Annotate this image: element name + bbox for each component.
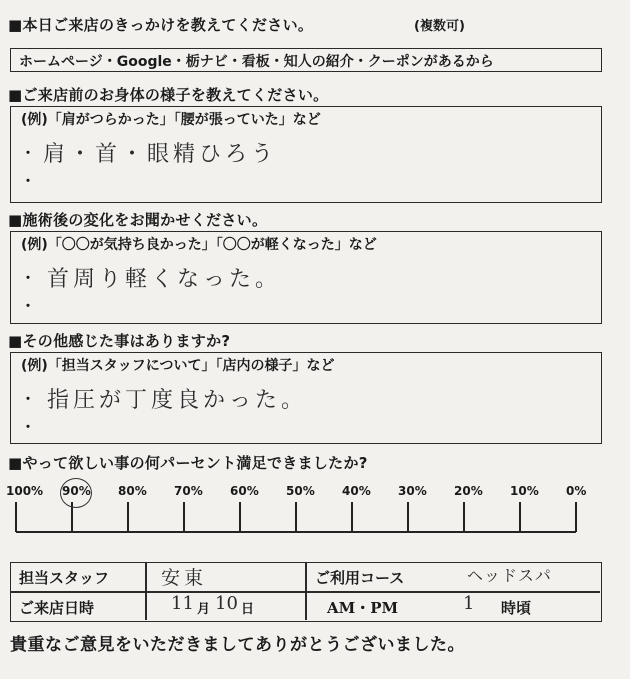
scale-label: 70% xyxy=(174,484,203,498)
q2-bullet-1: ・ xyxy=(21,146,35,162)
scale-tick xyxy=(239,502,241,532)
scale-tick xyxy=(295,502,297,532)
q2-handwritten-answer: 肩・首・眼精ひろう xyxy=(43,142,278,167)
q4-title: ■その他感じた事はありますか? xyxy=(8,332,231,350)
course-value: ヘッドスパ xyxy=(467,566,552,585)
scale-label: 50% xyxy=(286,484,315,498)
table-col-divider-2 xyxy=(305,563,307,620)
course-label: ご利用コース xyxy=(315,569,405,587)
scale-label: 90% xyxy=(62,484,91,498)
visit-month: 11 xyxy=(171,593,194,614)
scale-tick xyxy=(463,502,465,532)
scale-label: 30% xyxy=(398,484,427,498)
scale-baseline xyxy=(16,531,576,533)
scale-tick xyxy=(575,502,577,532)
q1-title: ■本日ご来店のきっかけを教えてください。 xyxy=(8,16,314,34)
table-col-divider-1 xyxy=(145,563,147,620)
visit-date-label: ご来店日時 xyxy=(19,599,95,617)
q4-bullet-1: ・ xyxy=(21,392,35,408)
q4-bullet-2: ・ xyxy=(21,420,35,436)
scale-label: 20% xyxy=(454,484,483,498)
q1-note: (複数可) xyxy=(414,19,465,34)
scale-tick xyxy=(15,502,17,532)
q3-bullet-1: ・ xyxy=(21,271,35,287)
footer-thanks: 貴重なご意見をいただきましてありがとうございました。 xyxy=(10,635,465,655)
selected-circle xyxy=(60,478,92,508)
day-unit: 日 xyxy=(241,602,255,617)
scale-tick xyxy=(407,502,409,532)
q4-answer-box xyxy=(10,352,602,444)
visit-hour: 1 xyxy=(463,593,475,614)
info-table xyxy=(10,562,602,622)
q1-options-box xyxy=(10,48,602,72)
scale-label: 80% xyxy=(118,484,147,498)
scale-tick xyxy=(183,502,185,532)
q2-answer-box xyxy=(10,106,602,203)
scale-tick xyxy=(519,502,521,532)
q3-handwritten-answer: 首周り軽くなった。 xyxy=(47,267,282,292)
visit-day: 10 xyxy=(215,593,238,614)
scale-label: 0% xyxy=(566,484,587,498)
q4-example: (例)「担当スタッフについて」「店内の様子」など xyxy=(21,358,335,374)
scale-tick xyxy=(351,502,353,532)
hour-unit: 時頃 xyxy=(501,599,532,617)
staff-value: 安東 xyxy=(161,567,208,589)
am-pm: AM・PM xyxy=(327,599,399,617)
q1-options: ホームページ・Google・栃ナビ・看板・知人の紹介・クーポンがあるから xyxy=(19,54,494,70)
q2-example: (例)「肩がつらかった」「腰が張っていた」など xyxy=(21,112,321,128)
q3-title: ■施術後の変化をお聞かせください。 xyxy=(8,211,268,229)
q3-example: (例)「〇〇が気持ち良かった」「〇〇が軽くなった」など xyxy=(21,237,377,253)
month-unit: 月 xyxy=(197,602,211,617)
q3-answer-box xyxy=(10,231,602,324)
scale-tick xyxy=(127,502,129,532)
q3-bullet-2: ・ xyxy=(21,299,35,315)
q4-handwritten-answer: 指圧が丁度良かった。 xyxy=(47,388,308,413)
scale-label: 40% xyxy=(342,484,371,498)
scale-label: 10% xyxy=(510,484,539,498)
staff-label: 担当スタッフ xyxy=(19,569,110,587)
q2-bullet-2: ・ xyxy=(21,174,35,190)
q5-title: ■やって欲しい事の何パーセント満足できましたか? xyxy=(8,454,368,472)
q2-title: ■ご来店前のお身体の様子を教えてください。 xyxy=(8,86,329,104)
scale-label: 60% xyxy=(230,484,259,498)
scale-label: 100% xyxy=(6,484,44,498)
